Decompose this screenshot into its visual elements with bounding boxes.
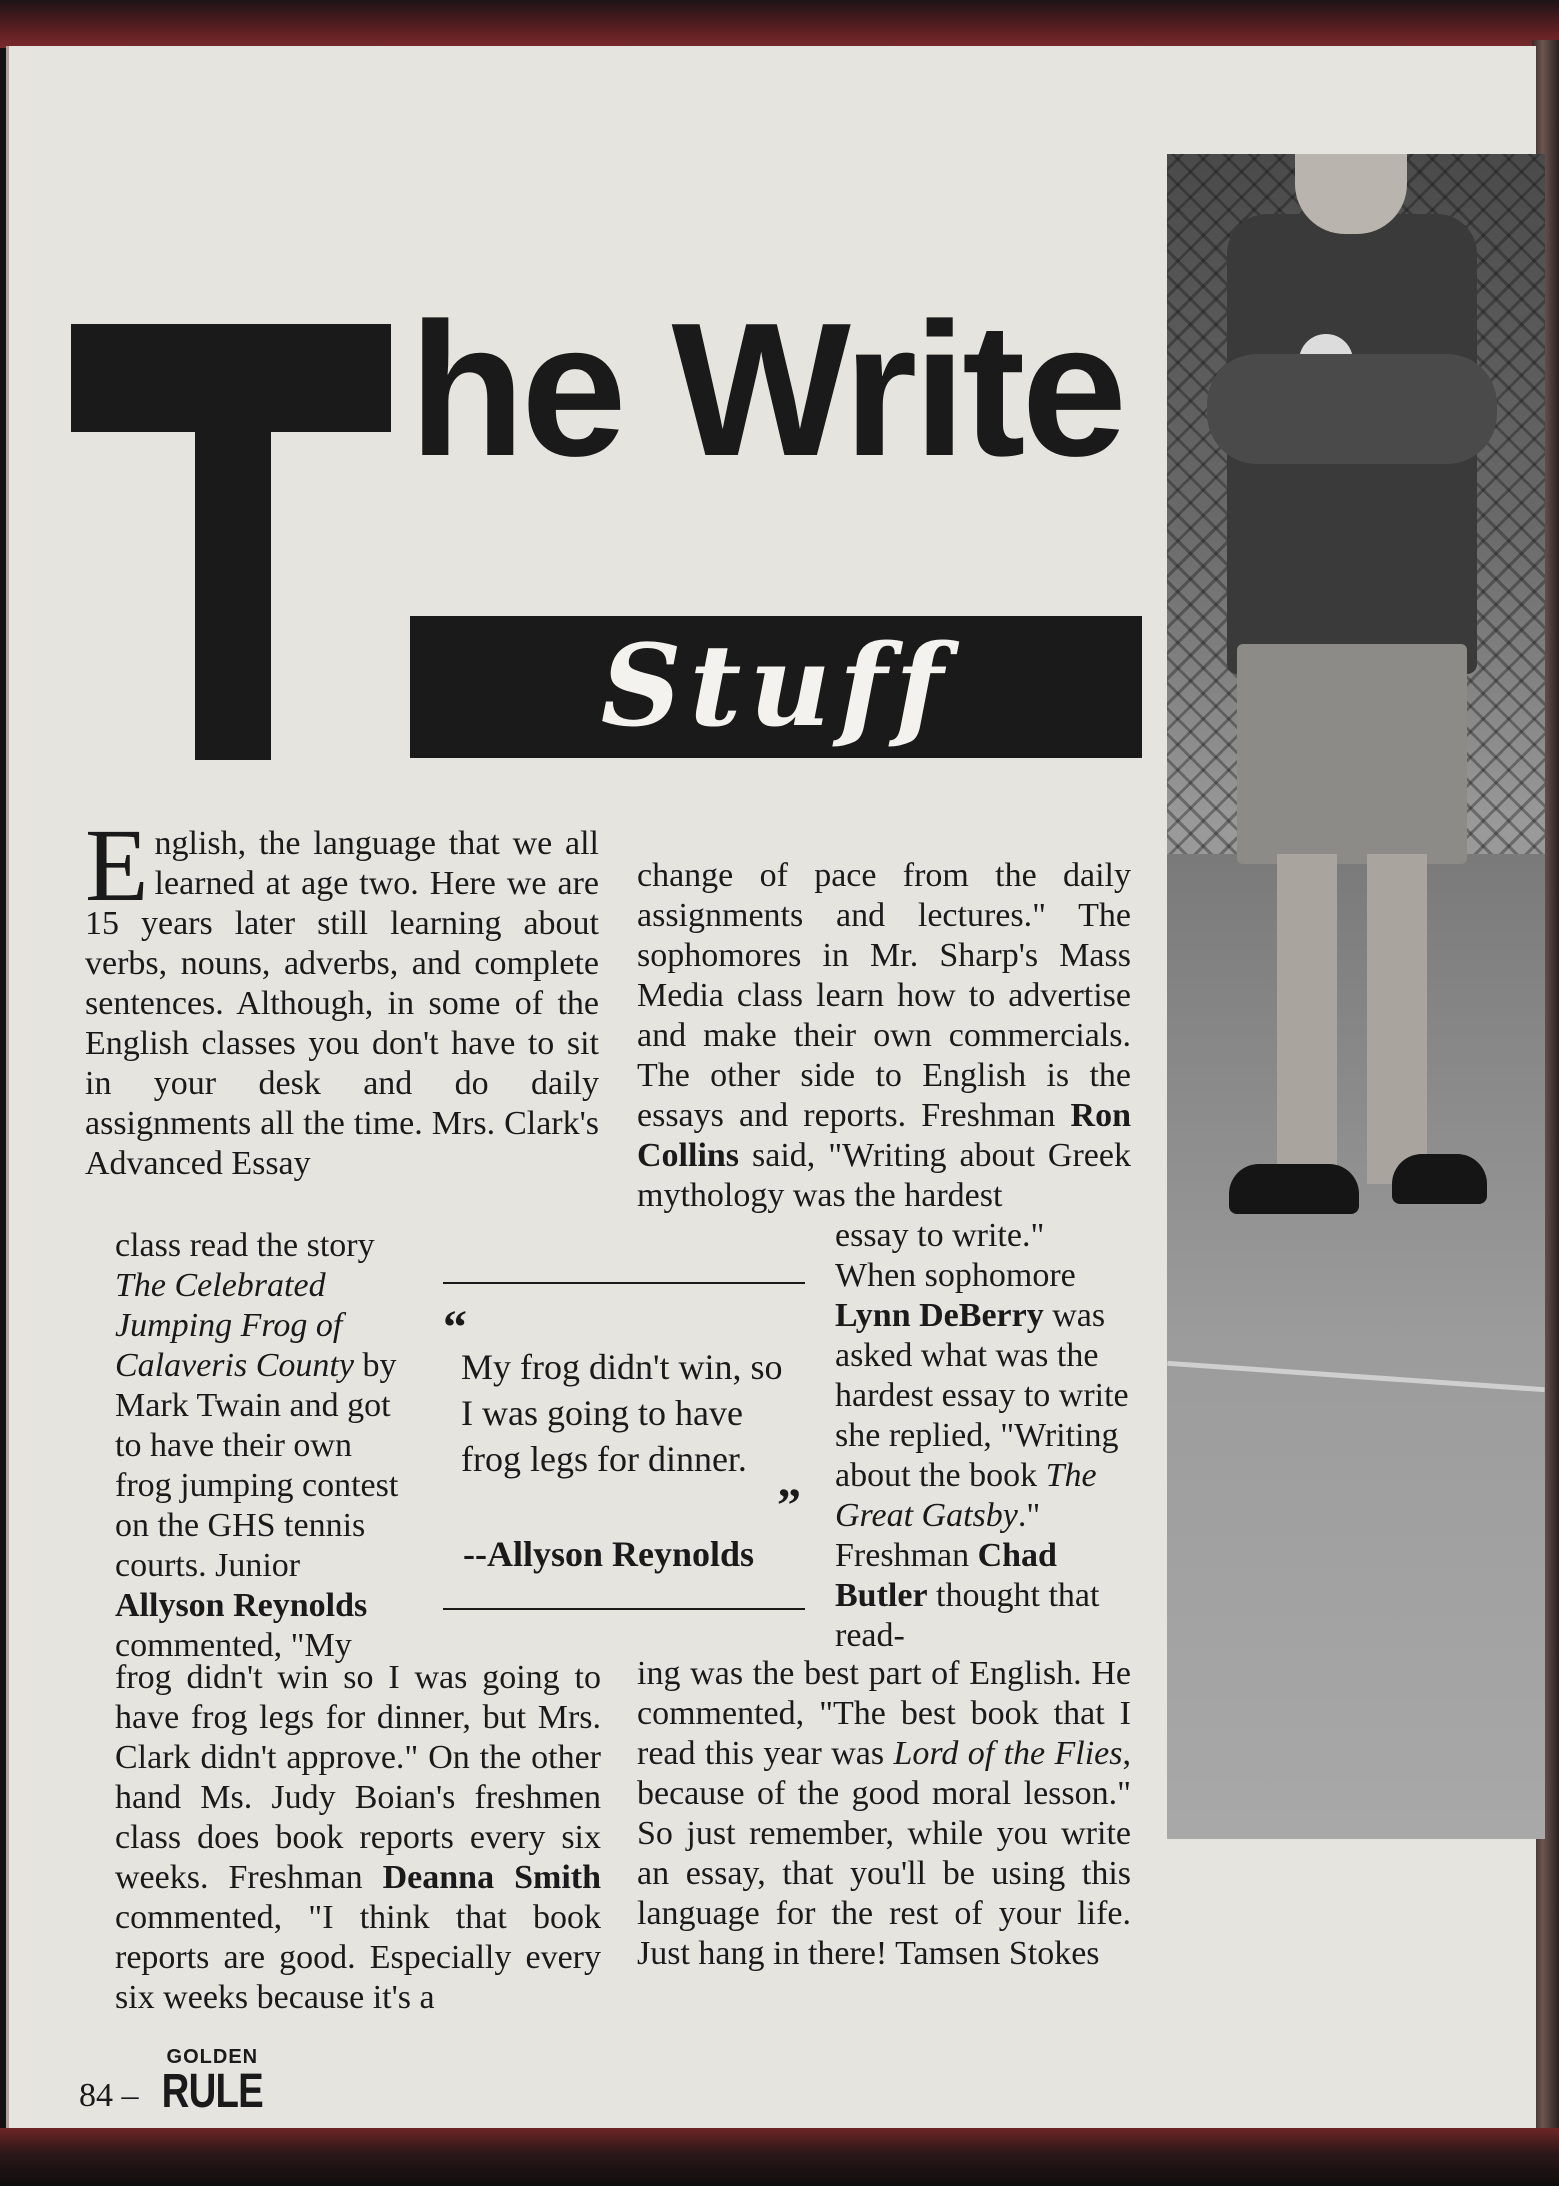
right-paragraph-2: essay to write." When sophomore Lynn DeBerry was asked what was the hardest essay to write she replied, "Writing about the book The Great Gatsby." Freshman Chad Butler thought that read- [835, 1217, 1129, 1654]
right-paragraph-3: ing was the best part of English. He commented, "The best book that I read this year was Lord of the Flies, because of the good moral lesson." So just remember, while you write an essay, that you'll be using this language for the rest of your life. Just hang in there! Tamsen Stokes [637, 1655, 1131, 1972]
pull-quote [443, 1282, 805, 1618]
student-name-allyson: Allyson Reynolds [115, 1587, 368, 1624]
golden-rule-logo [149, 2046, 276, 2116]
pull-quote-open-mark: “ [443, 1301, 467, 1354]
left-paragraph-3: frog didn't win so I was going to have frog legs for dinner, but Mrs. Clark didn't approve." On the other hand Ms. Judy Boian's freshmen class does book reports every six weeks. Freshman Deanna Smith commented, "I think that book reports are good. Especially every six weeks because it's a [115, 1659, 602, 2016]
student-name-ron: Ron Collins [637, 1097, 1131, 1174]
headline-subtitle: Stuff [600, 621, 952, 752]
left-paragraph-1: English, the language that we all learned at age two. Here we are 15 years later still learning about verbs, nouns, adverbs, and complete sentences. Although, in some of the English classes you don't have to sit in your desk and do daily assignments all the time. Mrs. Clark's Advanced Essay [85, 808, 599, 1182]
right-column-top [637, 856, 1131, 1216]
pull-quote-top-rule [443, 1282, 805, 1284]
pull-quote-attribution: --Allyson Reynolds [463, 1534, 755, 1574]
student-right-shoe [1392, 1154, 1487, 1204]
student-name-chad: Chad Butler [835, 1537, 1057, 1614]
page-edge-top [0, 0, 1559, 48]
student-name-lynn: Lynn DeBerry [835, 1297, 1044, 1334]
student-right-leg [1367, 854, 1427, 1184]
page-edge-bottom [0, 2128, 1559, 2186]
book-title-gatsby: The Great Gatsby [835, 1457, 1097, 1534]
left-column-top [85, 808, 599, 1184]
student-left-shoe [1229, 1164, 1359, 1214]
book-title-lord-of-the-flies: Lord of the Flies [893, 1735, 1123, 1772]
logo-word-golden: GOLDEN [166, 2046, 259, 2068]
drop-cap: E [85, 808, 149, 923]
page-number: 84 – [79, 2077, 139, 2114]
left-column-middle [115, 1226, 411, 1666]
student-photo [1167, 154, 1545, 1839]
left-column-bottom [115, 1658, 601, 2018]
student-left-leg [1277, 854, 1337, 1184]
book-title-jumping-frog: The Celebrated Jumping Frog of Calaveris County [115, 1267, 354, 1384]
logo-word-rule: RULE [161, 2065, 264, 2118]
student-name-deanna: Deanna Smith [382, 1859, 602, 1896]
headline-subtitle-box [410, 616, 1142, 758]
tennis-court [1167, 854, 1545, 1839]
right-paragraph-1: change of pace from the daily assignments and lectures." The sophomores in Mr. Sharp's Mass Media class learn how to advertise and make their own commercials. The other side to English is the essays and reports. Freshman Ron Collins said, "Writing about Greek mythology was the hardest [637, 857, 1131, 1214]
yearbook-page [6, 46, 1536, 2128]
right-column-middle [835, 1216, 1131, 1656]
pull-quote-close-mark: ” [777, 1479, 801, 1532]
crossed-arms [1207, 354, 1497, 464]
left-paragraph-2: class read the story The Celebrated Jumping Frog of Calaveris County by Mark Twain and got to have their own frog jumping contest on the GHS tennis courts. Junior Allyson Reynolds commented, "My [115, 1227, 399, 1664]
initial-t-stem [195, 324, 271, 760]
headline-initial-t [71, 324, 391, 760]
right-column-bottom [637, 1654, 1131, 1974]
headline-title: he Write [409, 284, 1124, 496]
pull-quote-bottom-rule [443, 1608, 805, 1610]
student-shorts [1237, 644, 1467, 864]
pull-quote-text: My frog didn't win, so I was going to have frog legs for dinner. [461, 1347, 783, 1479]
